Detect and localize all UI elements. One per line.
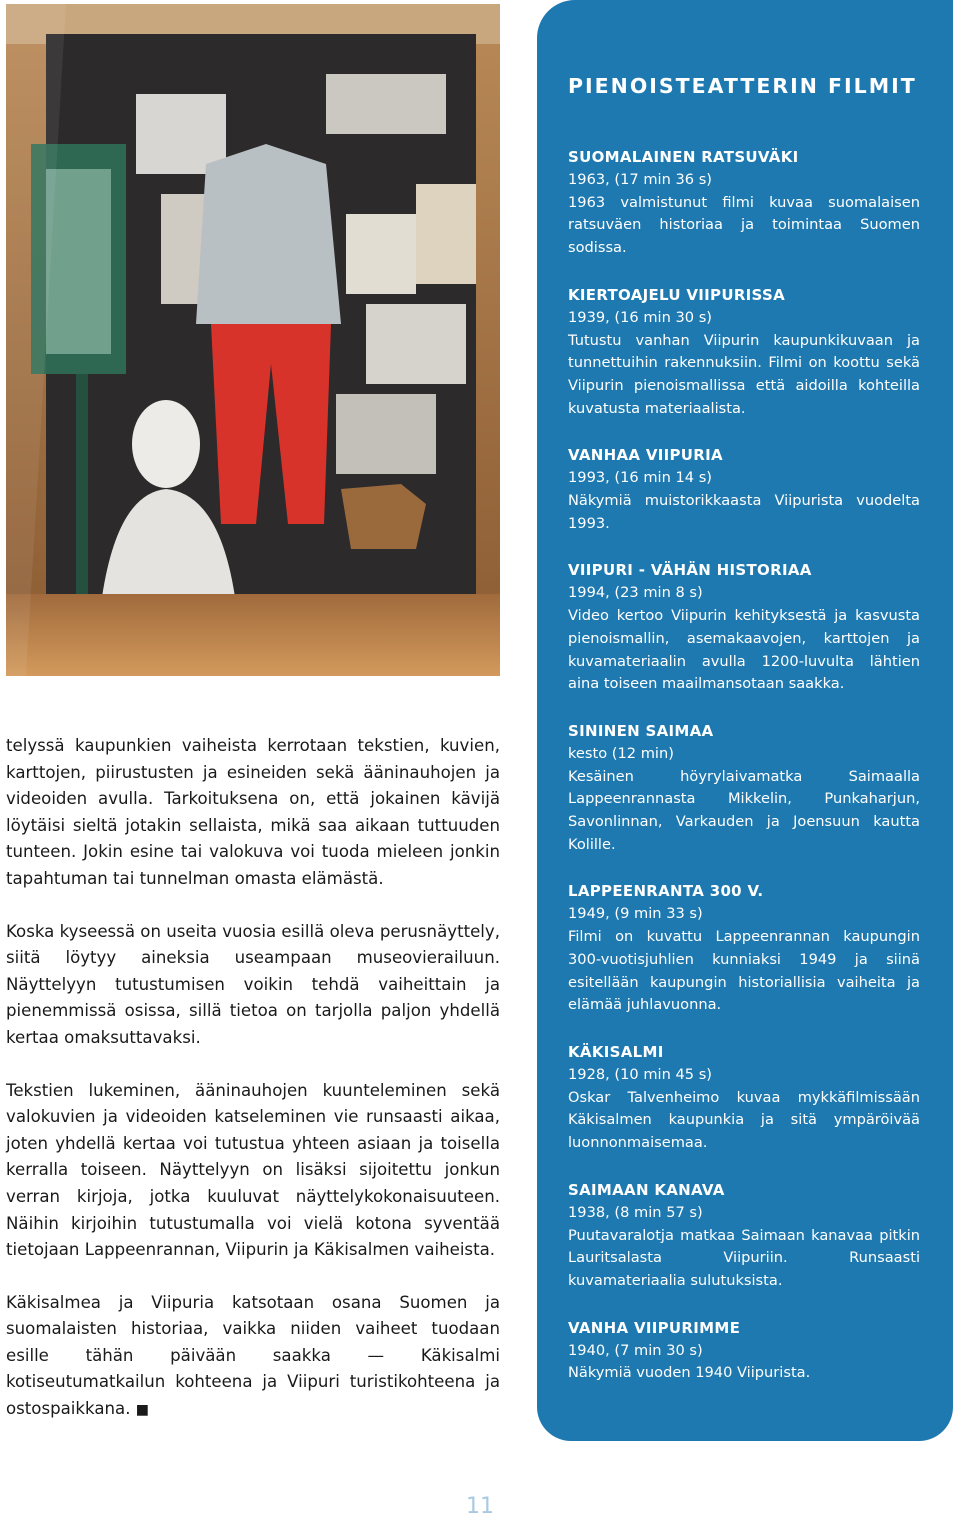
film-entry [568, 880, 920, 1017]
film-description: Kesäinen höyrylaivamatka Saimaalla Lappeenrannasta Mikkelin, Punkaharjun, Savonlinnan, Varkauden ja Joensuun kautta Kolille. [568, 767, 920, 853]
page-number: 11 [466, 1494, 494, 1519]
film-meta: 1949, (9 min 33 s) [568, 905, 703, 923]
end-mark: ■ [135, 1402, 149, 1419]
film-entry [568, 284, 920, 421]
film-title: VANHAA VIIPURIA [568, 446, 723, 465]
film-description: 1963 valmistunut filmi kuvaa suomalaisen ratsuväen historiaa ja toimintaa Suomen sodissa. [568, 193, 920, 257]
film-list [568, 146, 920, 1409]
film-meta: kesto (12 min) [568, 744, 674, 762]
film-title: VIIPURI - VÄHÄN HISTORIAA [568, 561, 812, 580]
film-meta: 1938, (8 min 57 s) [568, 1203, 703, 1221]
film-entry [568, 146, 920, 260]
museum-display-illustration [6, 4, 500, 676]
film-description: Näkymiä vuoden 1940 Viipurista. [568, 1364, 811, 1382]
film-entry [568, 1041, 920, 1155]
body-paragraph-1: telyssä kaupunkien vaiheista kerrotaan tekstien, kuvien, karttojen, piirustusten ja esineiden sekä ääninauhojen ja videoiden avulla. Tarkoituksena on, että jokainen kävijä löytäisi sieltä jotakin sellaista, mikä saa aikaan tuttuuden tunteen. Jokin esine tai valokuva voi tuoda mieleen jonkin tapahtuman tai tunnelman omasta elämästä. [6, 736, 500, 888]
film-title: SAIMAAN KANAVA [568, 1180, 725, 1199]
film-title: SININEN SAIMAA [568, 721, 714, 740]
body-text [6, 733, 500, 1450]
film-description: Puutavaralotja matkaa Saimaan kanavaa pitkin Lauritsalasta Viipuriin. Runsaasti kuvamateriaalia sulutuksista. [568, 1226, 920, 1289]
films-panel [537, 0, 953, 1441]
film-description: Filmi on kuvattu Lappeenrannan kaupungin 300-vuotisjuhlien kunniaksi 1949 ja siinä esitellään kaupungin historiallisia vaiheita ja elämää juhlavuonna. [568, 928, 920, 1014]
body-paragraph-3: Tekstien lukeminen, ääninauhojen kuunteleminen sekä valokuvien ja videoiden katseleminen vie runsaasti aikaa, joten yhdellä kertaa voi tutustua yhteen asiaan ja toisella kerralla toiseen. Näyttelyyn on lisäksi sijoitettu jonkun verran kirjoja, jotka kuuluvat näyttelykokonaisuuteen. Näihin kirjoihin tutustumalla voi vielä kotona syventää tietojaan Lappeenrannan, Viipurin ja Käkisalmen vaiheista. [6, 1080, 500, 1260]
body-paragraph-4-text: Käkisalmea ja Viipuria katsotaan osana Suomen ja suomalaisten historiaa, vaikka niiden vaiheet tuodaan esille tähän päivään saakka — Käkisalmi kotiseutumatkailun kohteena ja Viipuri turistikohteena ja ostospaikkana. [6, 1292, 500, 1419]
body-paragraph-2: Koska kyseessä on useita vuosia esillä oleva perusnäyttely, siitä löytyy aineksia useampaan museovierailuun. Näyttelyyn tutustumisen voikin tehdä vaiheittain ja pienemmissä osissa, sillä tietoa on tarjolla paljon yhdellä kertaa omaksuttavaksi. [6, 921, 500, 1047]
film-entry [568, 559, 920, 696]
film-entry [568, 1317, 920, 1385]
film-entry [568, 1179, 920, 1293]
film-title: KIERTOAJELU VIIPURISSA [568, 285, 785, 304]
museum-display-photo [6, 4, 500, 676]
film-description: Tutustu vanhan Viipurin kaupunkikuvaan ja tunnettuihin rakennuksiin. Filmi on koottu sekä Viipurin pienoismallissa että aidoilla kohteilla kuvatusta materiaalista. [568, 331, 920, 417]
film-meta: 1940, (7 min 30 s) [568, 1341, 703, 1359]
film-entry [568, 444, 920, 535]
film-description: Näkymiä muistorikkaasta Viipurista vuodelta 1993. [568, 492, 920, 532]
film-meta: 1993, (16 min 14 s) [568, 469, 712, 487]
panel-title: PIENOISTEATTERIN FILMIT [568, 74, 917, 98]
film-meta: 1963, (17 min 36 s) [568, 171, 712, 188]
film-entry [568, 720, 920, 857]
body-paragraph-4 [6, 1290, 500, 1424]
film-meta: 1939, (16 min 30 s) [568, 308, 712, 326]
film-title: SUOMALAINEN RATSUVÄKI [568, 148, 799, 166]
film-title: LAPPEENRANTA 300 V. [568, 882, 764, 901]
film-meta: 1994, (23 min 8 s) [568, 584, 703, 602]
film-title: VANHA VIIPURIMME [568, 1318, 741, 1337]
film-description: Video kertoo Viipurin kehityksestä ja kasvusta pienoismallin, asemakaavojen, karttojen ja kuvamateriaalin avulla 1200-luvulta lähtien aina toiseen maailmansotaan saakka. [568, 607, 920, 693]
film-meta: 1928, (10 min 45 s) [568, 1065, 712, 1083]
film-title: KÄKISALMI [568, 1042, 664, 1061]
film-description: Oskar Talvenheimo kuvaa mykkäfilmissään Käkisalmen kaupunkia ja sitä ympäröivää luonnonmaisemaa. [568, 1088, 920, 1152]
